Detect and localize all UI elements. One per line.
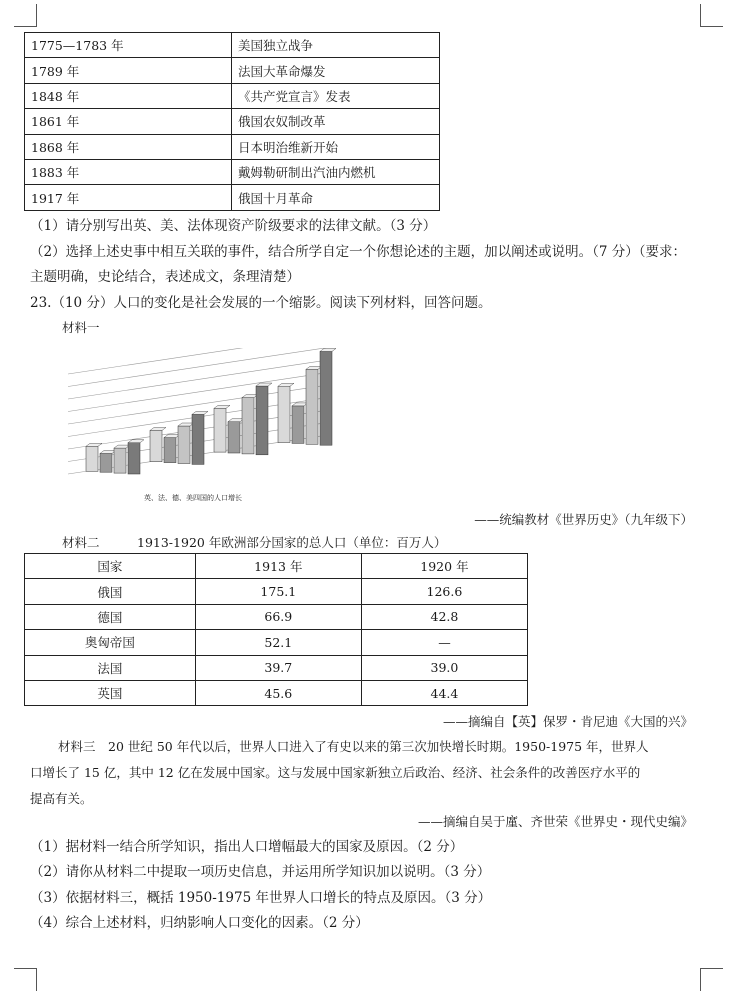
event-cell: 俄国十月革命 xyxy=(232,185,440,210)
chart-bar-top xyxy=(228,419,244,422)
corner-mark-bottom-right xyxy=(700,968,723,991)
gridline xyxy=(68,348,329,374)
event-cell: 法国大革命爆发 xyxy=(232,58,440,83)
chart-bar xyxy=(114,448,126,473)
value-cell: 45.6 xyxy=(195,680,361,705)
material1-label: 材料一 xyxy=(62,320,100,335)
chart-bar xyxy=(86,446,98,471)
chart-bar-top xyxy=(192,411,208,414)
chart-bar-top xyxy=(100,450,116,453)
chart-caption: 英、法、德、美四国的人口增长 xyxy=(144,494,242,502)
population-growth-chart xyxy=(44,348,356,508)
chart-bar-top xyxy=(292,403,308,406)
table-row xyxy=(25,134,440,159)
chart-bar xyxy=(228,422,240,453)
table-row xyxy=(25,185,440,210)
chart-bar xyxy=(164,438,176,463)
year-cell: 1861 年 xyxy=(25,109,232,134)
chart-bar-top xyxy=(320,348,336,351)
country-cell: 英国 xyxy=(25,680,196,705)
chart-bar-top xyxy=(178,423,194,426)
table-row xyxy=(25,159,440,184)
value-cell: 126.6 xyxy=(361,579,527,604)
chart-bar xyxy=(278,386,290,442)
chart-bar xyxy=(242,398,254,454)
table-row xyxy=(25,109,440,134)
value-cell: 175.1 xyxy=(195,579,361,604)
material2-title: 材料二 1913-1920 年欧洲部分国家的总人口（单位：百万人） xyxy=(62,535,447,550)
value-cell: 42.8 xyxy=(361,604,527,629)
column-header: 1920 年 xyxy=(361,554,527,579)
year-cell: 1917 年 xyxy=(25,185,232,210)
chart-bar-top xyxy=(164,435,180,438)
events-table xyxy=(24,32,440,211)
q23-question-1: （1）据材料一结合所学知识，指出人口增幅最大的国家及原因。（2 分） xyxy=(30,839,464,855)
chart-bar xyxy=(192,414,204,464)
chart-bar-top xyxy=(114,445,130,448)
chart-bar xyxy=(214,408,226,452)
value-cell: — xyxy=(361,630,527,655)
corner-mark-top-right xyxy=(700,4,723,27)
chart-bar-top xyxy=(306,366,322,369)
event-cell: 美国独立战争 xyxy=(232,33,440,58)
chart-svg xyxy=(44,348,356,508)
country-cell: 奥匈帝国 xyxy=(25,630,196,655)
year-cell: 1868 年 xyxy=(25,134,232,159)
chart-bar xyxy=(320,351,332,445)
year-cell: 1883 年 xyxy=(25,159,232,184)
corner-mark-bottom-left xyxy=(14,968,37,991)
value-cell: 39.0 xyxy=(361,655,527,680)
chart-bar-top xyxy=(256,383,272,386)
event-cell: 俄国农奴制改革 xyxy=(232,109,440,134)
value-cell: 66.9 xyxy=(195,604,361,629)
year-cell: 1789 年 xyxy=(25,58,232,83)
chart-bar-top xyxy=(278,383,294,386)
chart-bar-top xyxy=(150,427,166,430)
chart-bar xyxy=(178,426,190,464)
q23-question-3: （3）依据材料三，概括 1950-1975 年世界人口增长的特点及原因。（3 分） xyxy=(30,890,492,906)
material3-line2: 口增长了 15 亿，其中 12 亿在发展中国家。这与发展中国家新独立后政治、经济、社会条件的改善医疗水平的 xyxy=(30,765,641,780)
q23-header: 23.（10 分）人口的变化是社会发展的一个缩影。阅读下列材料，回答问题。 xyxy=(30,295,492,311)
q22-sub2-line2: 主题明确，史论结合，表述成文，条理清楚） xyxy=(30,269,300,285)
event-cell: 《共产党宣言》发表 xyxy=(232,83,440,108)
chart-bar xyxy=(150,430,162,461)
chart-bar xyxy=(292,406,304,444)
column-header: 1913 年 xyxy=(195,554,361,579)
chart-bars xyxy=(86,348,336,474)
column-header: 国家 xyxy=(25,554,196,579)
event-cell: 日本明治维新开始 xyxy=(232,134,440,159)
material3-source: ——摘编自吴于廑、齐世荣《世界史・现代史编》 xyxy=(417,814,693,829)
year-cell: 1775—1783 年 xyxy=(25,33,232,58)
q23-question-4: （4）综合上述材料，归纳影响人口变化的因素。（2 分） xyxy=(30,915,369,931)
year-cell: 1848 年 xyxy=(25,83,232,108)
chart-bar-top xyxy=(86,443,102,446)
country-cell: 法国 xyxy=(25,655,196,680)
chart-bar xyxy=(128,443,140,474)
material3-line3: 提高有关。 xyxy=(30,791,93,806)
chart-bar-top xyxy=(242,395,258,398)
country-cell: 德国 xyxy=(25,604,196,629)
table-row xyxy=(25,630,528,655)
event-cell: 戴姆勒研制出汽油内燃机 xyxy=(232,159,440,184)
table-row xyxy=(25,655,528,680)
table-row xyxy=(25,579,528,604)
gridline xyxy=(68,348,329,387)
chart-bar xyxy=(306,369,318,444)
table-row xyxy=(25,680,528,705)
value-cell: 44.4 xyxy=(361,680,527,705)
q23-question-2: （2）请你从材料二中提取一项历史信息，并运用所学知识加以说明。（3 分） xyxy=(30,864,491,880)
chart-bar-top xyxy=(128,440,144,443)
table-row xyxy=(25,33,440,58)
chart-bar xyxy=(256,386,268,455)
material2-source: ——摘编自【英】保罗・肯尼迪《大国的兴》 xyxy=(442,714,693,729)
material3-line1: 材料三 20 世纪 50 年代以后，世界人口进入了有史以来的第三次加快增长时期。1950-1975 年，世界人 xyxy=(58,739,649,754)
population-table xyxy=(24,553,528,706)
table-header-row xyxy=(25,554,528,579)
corner-mark-top-left xyxy=(14,4,37,27)
value-cell: 39.7 xyxy=(195,655,361,680)
q22-sub1: （1）请分别写出英、美、法体现资产阶级要求的法律文献。（3 分） xyxy=(30,218,437,234)
q22-sub2-line1: （2）选择上述史事中相互关联的事件，结合所学自定一个你想论述的主题，加以阐述或说明。（7 分）（要求： xyxy=(30,244,686,260)
table-row xyxy=(25,604,528,629)
country-cell: 俄国 xyxy=(25,579,196,604)
material1-source: ——统编教材《世界历史》（九年级下） xyxy=(474,512,693,527)
table-row xyxy=(25,58,440,83)
value-cell: 52.1 xyxy=(195,630,361,655)
table-row xyxy=(25,83,440,108)
chart-bar-top xyxy=(214,405,230,408)
chart-bar xyxy=(100,453,112,472)
